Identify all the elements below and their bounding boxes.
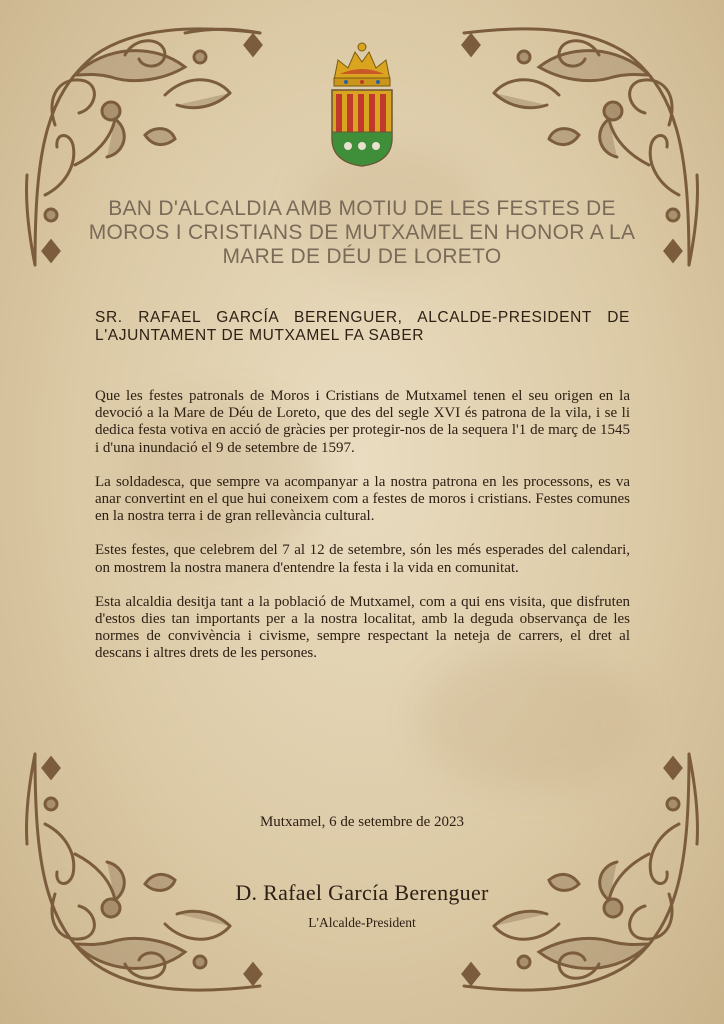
proclamation-body [95,388,630,680]
proclamation-title: BAN D'ALCALDIA AMB MOTIU DE LES FESTES DE MOROS I CRISTIANS DE MUTXAMEL EN HONOR A LA MARE DE DÉU DE LORETO [88,197,636,268]
signature-role: L'Alcalde-President [308,915,416,930]
body-paragraph: Que les festes patronals de Moros i Cristians de Mutxamel tenen el seu origen en la devoció a la Mare de Déu de Loreto, que des del segle XVI és patrona de la vila, i se li dedica festa votiva en acció de gràcies per protegir-nos de la sequera l'1 de març de 1545 i d'una inundació el 9 de setembre de 1597. [95,388,630,456]
signature-name: D. Rafael García Berenguer [235,880,489,905]
place-and-date: Mutxamel, 6 de setembre de 2023 [259,814,465,830]
corner-ornament-icon [449,744,709,1004]
body-paragraph: Estes festes, que celebrem del 7 al 12 de setembre, són les més esperades del calendari, on mostrem la nostra manera d'entendre la festa i la vida en comunitat. [95,542,630,576]
coat-of-arms-icon [328,38,396,168]
corner-ornament-icon [15,744,275,1004]
body-paragraph: Esta alcaldia desitja tant a la població de Mutxamel, com a qui ens visita, que disfruten d'estos dies tan importants per a la nostra localitat, amb la deguda observança de les normes de convivència i civisme, sempre respectant la neteja de carrers, el dret al descans i altres drets de les persones. [95,593,630,662]
proclamation-subtitle: SR. RAFAEL GARCÍA BERENGUER, ALCALDE-PRESIDENT DE L'AJUNTAMENT DE MUTXAMEL FA SABER [95,309,630,344]
body-paragraph: La soldadesca, que sempre va acompanyar a la nostra patrona en les processons, es va anar convertint en el que hui coneixem com a festes de moros i cristians. Festes comunes en la nostra terra i de gran rellevància cultural. [95,473,630,525]
